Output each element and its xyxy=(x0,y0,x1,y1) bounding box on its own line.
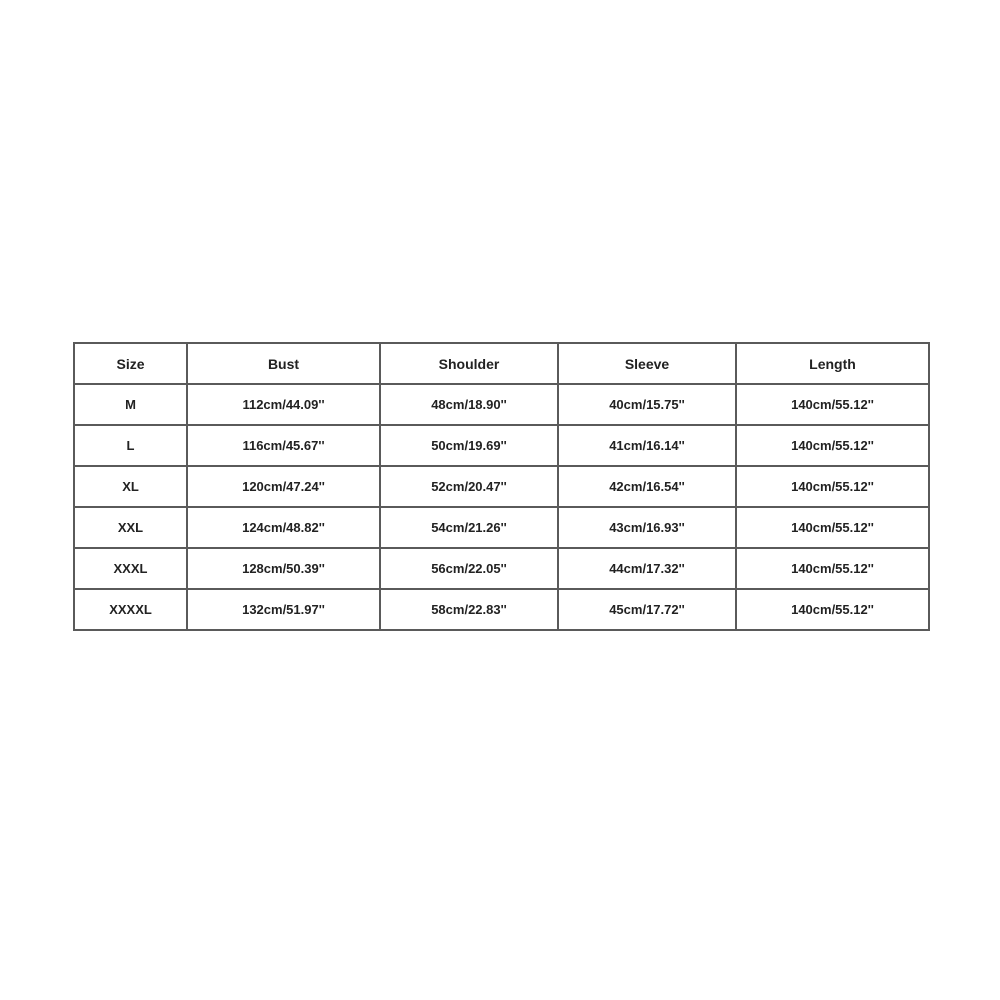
cell-bust: 116cm/45.67'' xyxy=(187,425,380,466)
cell-length: 140cm/55.12'' xyxy=(736,466,929,507)
cell-length: 140cm/55.12'' xyxy=(736,589,929,630)
cell-size: XL xyxy=(74,466,187,507)
cell-size: XXXXL xyxy=(74,589,187,630)
cell-sleeve: 43cm/16.93'' xyxy=(558,507,736,548)
cell-sleeve: 42cm/16.54'' xyxy=(558,466,736,507)
cell-length: 140cm/55.12'' xyxy=(736,425,929,466)
cell-shoulder: 52cm/20.47'' xyxy=(380,466,558,507)
cell-length: 140cm/55.12'' xyxy=(736,384,929,425)
cell-shoulder: 54cm/21.26'' xyxy=(380,507,558,548)
table-row xyxy=(74,384,929,425)
header-length: Length xyxy=(736,343,929,384)
size-chart-table xyxy=(73,342,930,631)
table-row xyxy=(74,466,929,507)
table-header-row xyxy=(74,343,929,384)
cell-sleeve: 40cm/15.75'' xyxy=(558,384,736,425)
cell-bust: 124cm/48.82'' xyxy=(187,507,380,548)
table-row xyxy=(74,425,929,466)
cell-length: 140cm/55.12'' xyxy=(736,507,929,548)
header-sleeve: Sleeve xyxy=(558,343,736,384)
cell-length: 140cm/55.12'' xyxy=(736,548,929,589)
cell-sleeve: 41cm/16.14'' xyxy=(558,425,736,466)
header-bust: Bust xyxy=(187,343,380,384)
cell-bust: 120cm/47.24'' xyxy=(187,466,380,507)
cell-size: L xyxy=(74,425,187,466)
cell-sleeve: 45cm/17.72'' xyxy=(558,589,736,630)
cell-shoulder: 56cm/22.05'' xyxy=(380,548,558,589)
cell-bust: 132cm/51.97'' xyxy=(187,589,380,630)
header-shoulder: Shoulder xyxy=(380,343,558,384)
cell-bust: 112cm/44.09'' xyxy=(187,384,380,425)
table-row xyxy=(74,589,929,630)
cell-shoulder: 48cm/18.90'' xyxy=(380,384,558,425)
cell-sleeve: 44cm/17.32'' xyxy=(558,548,736,589)
cell-shoulder: 58cm/22.83'' xyxy=(380,589,558,630)
cell-shoulder: 50cm/19.69'' xyxy=(380,425,558,466)
table-row xyxy=(74,507,929,548)
cell-bust: 128cm/50.39'' xyxy=(187,548,380,589)
table-row xyxy=(74,548,929,589)
cell-size: XXXL xyxy=(74,548,187,589)
cell-size: XXL xyxy=(74,507,187,548)
cell-size: M xyxy=(74,384,187,425)
header-size: Size xyxy=(74,343,187,384)
